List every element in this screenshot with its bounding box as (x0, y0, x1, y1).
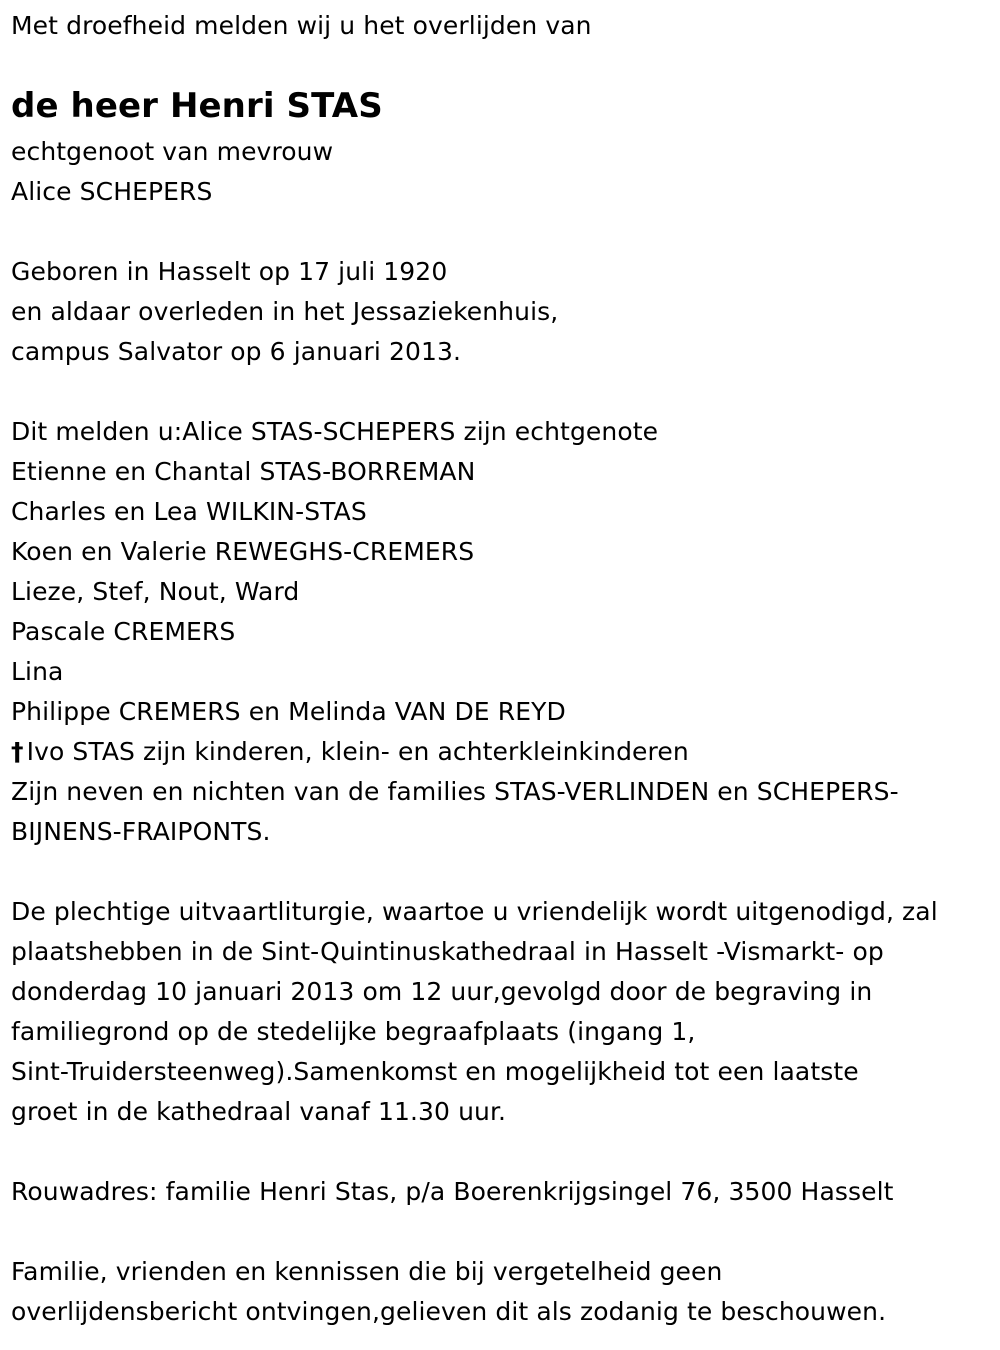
family-line: Koen en Valerie REWEGHS-CREMERS (11, 537, 475, 566)
funeral-line: donderdag 10 januari 2013 om 12 uur,gevolgd door de begraving in (11, 977, 873, 1006)
birth-death-line: Geboren in Hasselt op 17 juli 1920 (11, 257, 448, 286)
spacer (11, 852, 996, 892)
intro-text: Met droefheid melden wij u het overlijden van (11, 11, 592, 40)
funeral-line: plaatshebben in de Sint-Quintinuskathedraal in Hasselt -Vismarkt- op (11, 937, 884, 966)
family-line-deceased-child (11, 732, 996, 772)
obituary-document (11, 6, 996, 1332)
closing-line: overlijdensbericht ontvingen,gelieven dit als zodanig te beschouwen. (11, 1297, 887, 1326)
funeral-line: groet in de kathedraal vanaf 11.30 uur. (11, 1097, 507, 1126)
family-line: Zijn neven en nichten van de families STAS-VERLINDEN en SCHEPERS- (11, 777, 899, 806)
family-line: Charles en Lea WILKIN-STAS (11, 497, 367, 526)
family-line: Etienne en Chantal STAS-BORREMAN (11, 457, 476, 486)
family-line: Pascale CREMERS (11, 617, 236, 646)
birth-death-line: en aldaar overleden in het Jessaziekenhuis, (11, 297, 559, 326)
funeral-line: Sint-Truidersteenweg).Samenkomst en mogelijkheid tot een laatste (11, 1057, 859, 1086)
spacer (11, 1132, 996, 1172)
family-line: Lieze, Stef, Nout, Ward (11, 577, 300, 606)
family-line: BIJNENS-FRAIPONTS. (11, 817, 271, 846)
mourning-address: Rouwadres: familie Henri Stas, p/a Boerenkrijgsingel 76, 3500 Hasselt (11, 1177, 894, 1206)
spouse-name: Alice SCHEPERS (11, 177, 213, 206)
funeral-line: familiegrond op de stedelijke begraafplaats (ingang 1, (11, 1017, 696, 1046)
spacer (11, 1212, 996, 1252)
birth-death-line: campus Salvator op 6 januari 2013. (11, 337, 462, 366)
spouse-line: echtgenoot van mevrouw (11, 137, 334, 166)
spacer (11, 212, 996, 252)
spacer (11, 372, 996, 412)
family-line-text: Ivo STAS zijn kinderen, klein- en achterkleinkinderen (26, 737, 689, 766)
family-line: Dit melden u:Alice STAS-SCHEPERS zijn echtgenote (11, 417, 659, 446)
family-line: Lina (11, 657, 64, 686)
cross-icon: † (11, 737, 24, 766)
closing-line: Familie, vrienden en kennissen die bij vergetelheid geen (11, 1257, 723, 1286)
family-line: Philippe CREMERS en Melinda VAN DE REYD (11, 697, 566, 726)
funeral-line: De plechtige uitvaartliturgie, waartoe u vriendelijk wordt uitgenodigd, zal (11, 897, 938, 926)
deceased-name-heading: de heer Henri STAS (11, 86, 383, 126)
